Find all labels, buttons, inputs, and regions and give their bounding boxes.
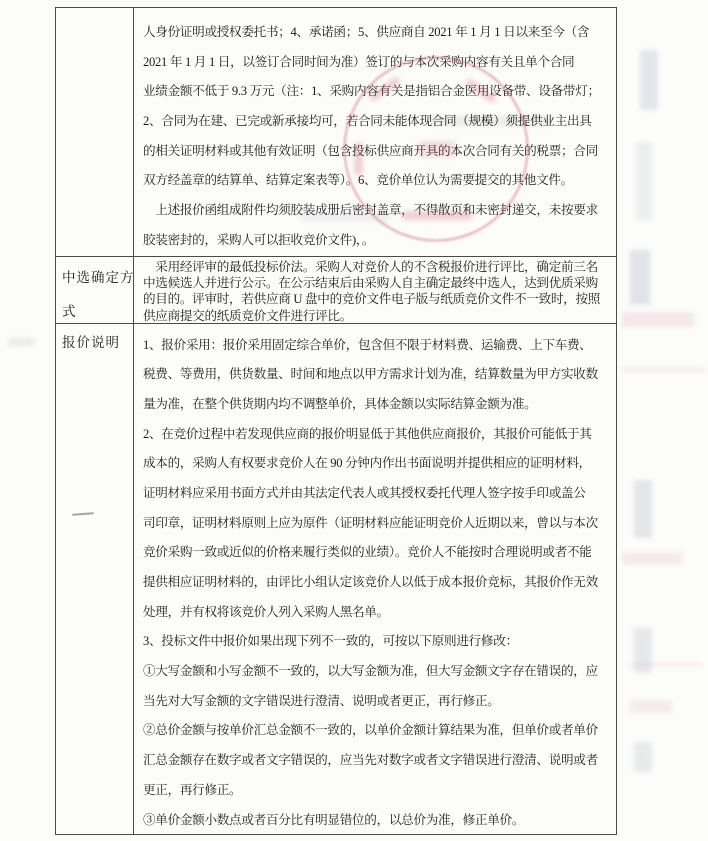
- row-content-cell: [134, 324, 616, 836]
- text-line: 证明材料应采用书面方式并由其法定代表人或其授权委托代理人签字按手印或盖公: [143, 485, 586, 500]
- text-line: 竞价采购一致或近似的价格来履行类似的业绩）。竞价人不能按时合理说明或者不能: [143, 545, 592, 560]
- text-line: 汇总金额存在数字或者文字错误的，应当先对数字或者文字错误进行澄清、说明或者: [143, 753, 598, 768]
- text-line: 司印章，证明材料原则上应为原件（证明材料应能证明竞价人近期以来，曾以与本次: [143, 515, 598, 530]
- row-header-cell: [56, 8, 134, 256]
- text-line: 税费、等费用，供货数量、时间和地点以甲方需求计划为准，结算数量为甲方实收数: [143, 367, 598, 382]
- text-line: 2、合同为在建、已完或新承接均可，若合同未能体现合同（规模）须提供业主出具: [143, 114, 592, 129]
- bleedthrough-mark: [630, 700, 672, 713]
- text-line: 2021 年 1 月 1 日，以签订合同时间为准）签订的与本次采购内容有关且单个合同: [143, 54, 575, 69]
- text-line: 胶装密封的，采购人可以拒收竞价文件)，。: [143, 232, 375, 247]
- row-header-cell: [56, 324, 134, 836]
- row-header-cell: [56, 257, 134, 323]
- bleedthrough-mark: [628, 663, 702, 666]
- table-row: [56, 256, 616, 323]
- bleedthrough-mark: [620, 368, 706, 371]
- text-line: 双方经盖章的结算单、结算定案表等）。6、竞价单位认为需要提交的其他文件。: [143, 173, 573, 188]
- text-line: 的相关证明材料或其他有效证明（包含投标供应商开具的本次合同有关的税票；合同: [143, 143, 598, 158]
- table-row: [56, 323, 616, 836]
- row-header-text: 报价说明: [62, 334, 120, 350]
- text-line: 3、投标文件中报价如果出现下列不一致的，可按以下原则进行修改：: [143, 634, 518, 649]
- bleedthrough-mark: [634, 742, 652, 772]
- text-line: ③单价金额小数点或者百分比有明显错位的，以总价为准，修正单价。: [143, 812, 525, 827]
- bleedthrough-mark: [8, 338, 34, 346]
- text-line: 当先对大写金额的文字错误进行澄清、说明或者更正，再行修正。: [143, 693, 500, 708]
- text-line: 提供相应证明材料的，由评比小组认定该竞价人以低于成本报价竞标，其报价作无效: [143, 575, 598, 589]
- table-row: [56, 8, 616, 256]
- procurement-terms-table: [55, 7, 617, 835]
- text-line: 1、报价采用：报价采用固定综合单价，包含但不限于材料费、运输费、上下车费、: [143, 337, 592, 352]
- bleedthrough-mark: [630, 250, 650, 305]
- row-content-cell: [134, 8, 616, 256]
- bleedthrough-mark: [634, 480, 652, 538]
- row-header-text: 式: [62, 303, 77, 319]
- text-line: 2、在竞价过程中若发现供应商的报价明显低于其他供应商报价，其报价可能低于其: [143, 426, 592, 441]
- text-line: 成本的，采购人有权要求竞价人在 90 分钟内作出书面说明并提供相应的证明材料，: [143, 456, 591, 471]
- bleedthrough-mark: [634, 628, 652, 673]
- text-line: 的目的。评审时，若供应商 U 盘中的竞价文件电子版与纸质竞价文件不一致时，按照: [143, 292, 601, 307]
- text-line: 供应商提交的纸质竞价文件进行评比。: [143, 308, 352, 323]
- bleedthrough-mark: [636, 142, 652, 220]
- text-line: 更正，再行修正。: [143, 782, 242, 797]
- row-content-cell: [134, 257, 616, 323]
- bleedthrough-mark: [640, 50, 658, 110]
- text-line: ①大写金额和小写金额不一致的，以大写金额为准，但大写金额文字存在错误的，应: [143, 664, 598, 679]
- text-line: 中选候选人并进行公示。在公示结束后由采购人自主确定最终中选人，达到优质采购: [143, 275, 598, 290]
- text-line: 采用经评审的最低投标价法。采购人对竞价人的不含税报价进行评比，确定前三名: [143, 259, 598, 274]
- text-line: 人身份证明或授权委托书；4、承诺函；5、供应商自 2021 年 1 月 1 日以来至今（含: [143, 25, 590, 39]
- text-line: 业绩金额不低于 9.3 万元（注：1、采购内容有关是指铝合金医用设备带、设备带灯；: [143, 84, 600, 99]
- bleedthrough-mark: [622, 552, 682, 565]
- text-line: 上述报价函组成附件均须胶装成册后密封盖章，不得散页和未密封递交，未按要求: [143, 203, 598, 218]
- text-line: ②总价金额与按单价汇总金额不一致的，以单价金额计算结果为准，但单价或者单价: [143, 723, 598, 738]
- row-header-text: 中选确定方: [62, 269, 135, 285]
- text-line: 处理，并有权将该竞价人列入采购人黑名单。: [143, 604, 389, 619]
- bleedthrough-mark: [622, 312, 694, 327]
- text-line: 量为准，在整个供货期内均不调整单价，具体金额以实际结算金额为准。: [143, 396, 537, 411]
